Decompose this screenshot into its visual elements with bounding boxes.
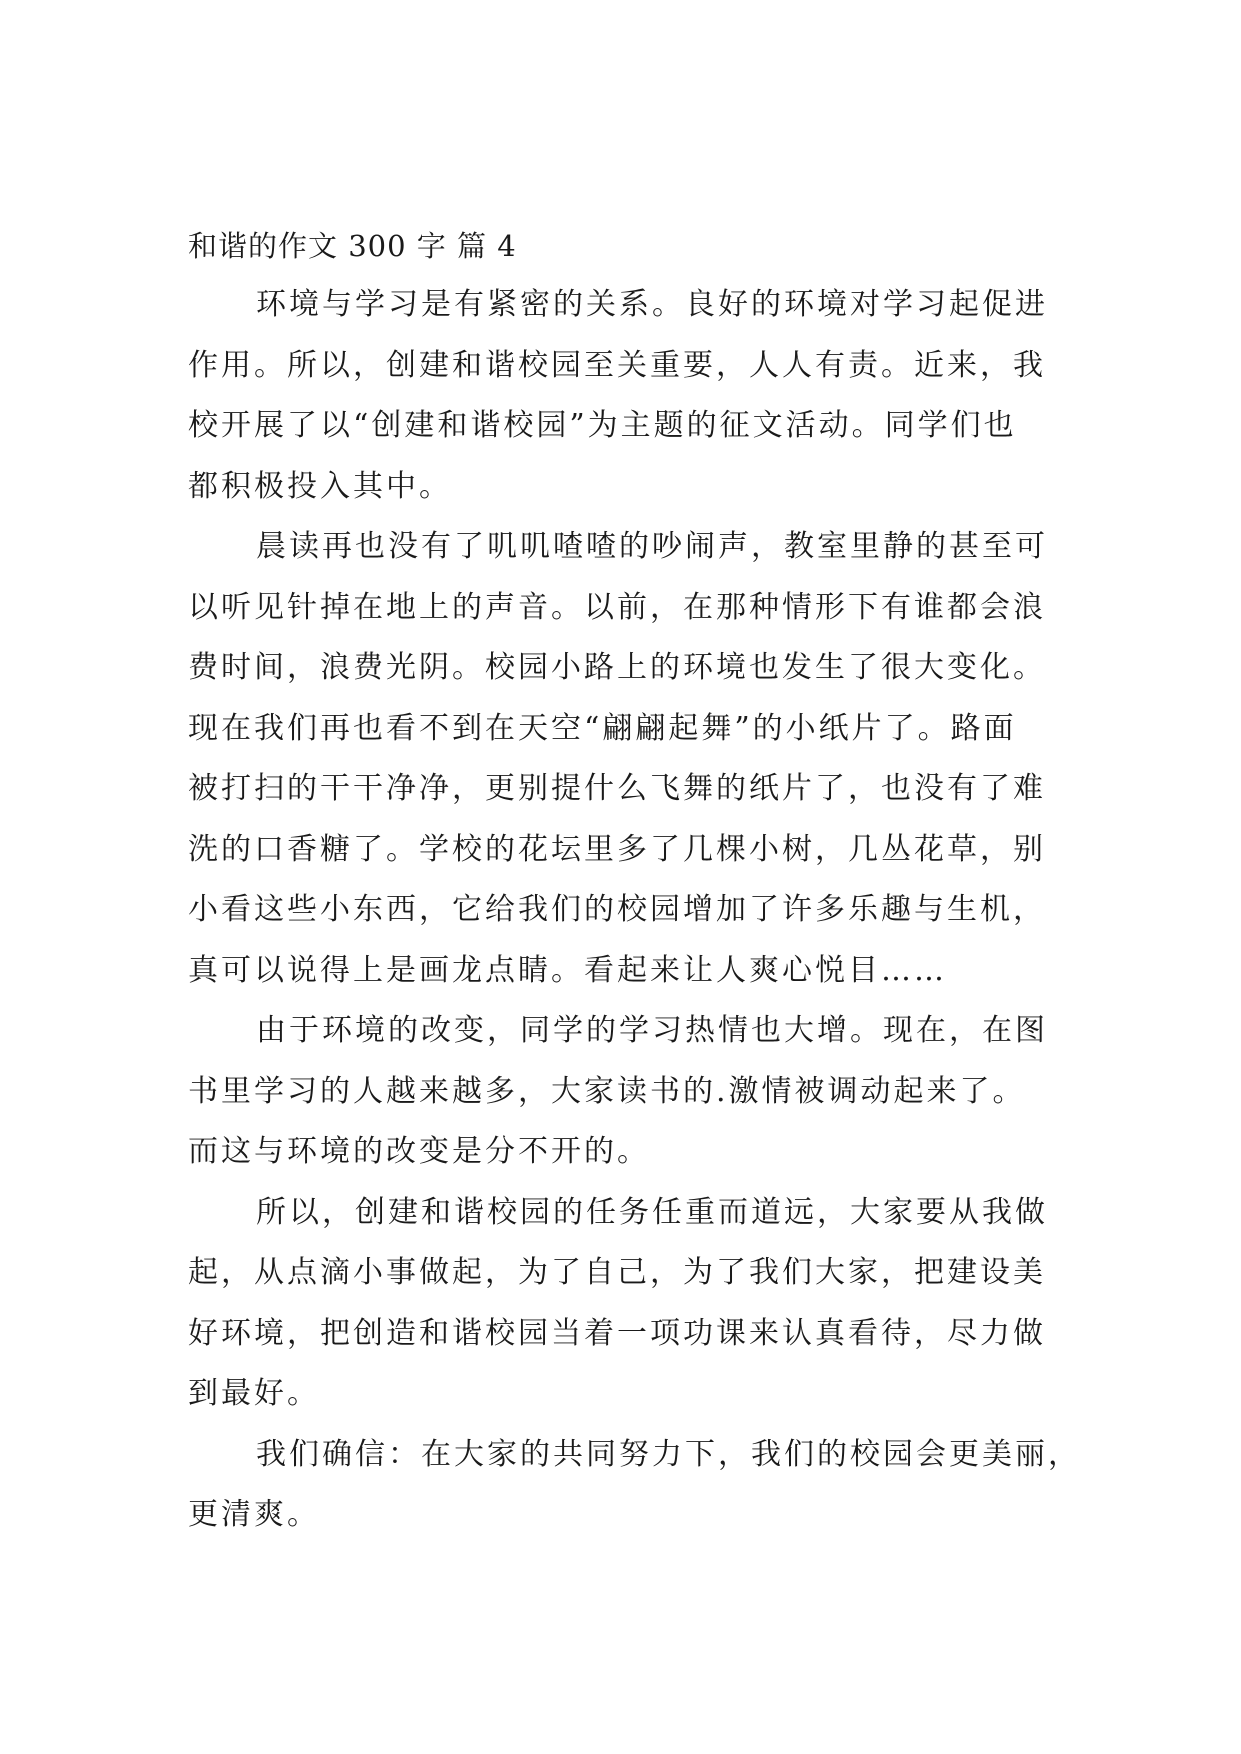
paragraph <box>188 1425 1081 1546</box>
paragraph <box>188 275 1058 517</box>
paragraph-line: 费时间，浪费光阴。校园小路上的环境也发生了很大变化。 <box>188 650 1046 685</box>
paragraph-line: 真可以说得上是画龙点睛。看起来让人爽心悦目…… <box>188 952 947 988</box>
paragraph-line: 好环境，把创造和谐校园当着一项功课来认真看待，尽力做 <box>188 1315 1046 1351</box>
paragraph <box>188 517 1058 1001</box>
paragraph-line: 洗的口香糖了。学校的花坛里多了几棵小树，几丛花草，别 <box>188 831 1046 867</box>
paragraph-line: 现在我们再也看不到在天空“翩翩起舞”的小纸片了。路面 <box>188 710 1017 746</box>
paragraph <box>188 1183 1058 1425</box>
paragraph-line: 都积极投入其中。 <box>188 468 452 504</box>
paragraph-line: 晨读再也没有了叽叽喳喳的吵闹声，教室里静的甚至可 <box>256 529 1048 564</box>
document-body <box>188 218 1081 1546</box>
paragraph-line: 我们确信：在大家的共同努力下，我们的校园会更美丽， <box>256 1436 1081 1472</box>
paragraph-line: 而这与环境的改变是分不开的。 <box>188 1134 650 1169</box>
paragraph-line: 校开展了以“创建和谐校园”为主题的征文活动。同学们也 <box>188 408 1017 443</box>
paragraph-line: 到最好。 <box>188 1376 320 1411</box>
paragraph-line: 书里学习的人越来越多，大家读书的.激情被调动起来了。 <box>188 1073 1026 1109</box>
document-title: 和谐的作文 300 字 篇 4 <box>188 229 517 263</box>
paragraph-line: 被打扫的干干净净，更别提什么飞舞的纸片了，也没有了难 <box>188 771 1046 806</box>
paragraph-line: 小看这些小东西，它给我们的校园增加了许多乐趣与生机， <box>188 892 1046 927</box>
paragraph-line: 环境与学习是有紧密的关系。良好的环境对学习起促进 <box>256 287 1048 322</box>
paragraph-line: 由于环境的改变，同学的学习热情也大增。现在，在图 <box>256 1013 1048 1048</box>
paragraph-line: 更清爽。 <box>188 1497 320 1532</box>
paragraph-line: 作用。所以，创建和谐校园至关重要，人人有责。近来，我 <box>188 347 1046 383</box>
paragraph-line: 以听见针掉在地上的声音。以前，在那种情形下有谁都会浪 <box>188 589 1046 625</box>
paragraph <box>188 1001 1058 1183</box>
paragraph-line: 起，从点滴小事做起，为了自己，为了我们大家，把建设美 <box>188 1255 1046 1290</box>
paragraph-line: 所以，创建和谐校园的任务任重而道远，大家要从我做 <box>256 1194 1048 1230</box>
